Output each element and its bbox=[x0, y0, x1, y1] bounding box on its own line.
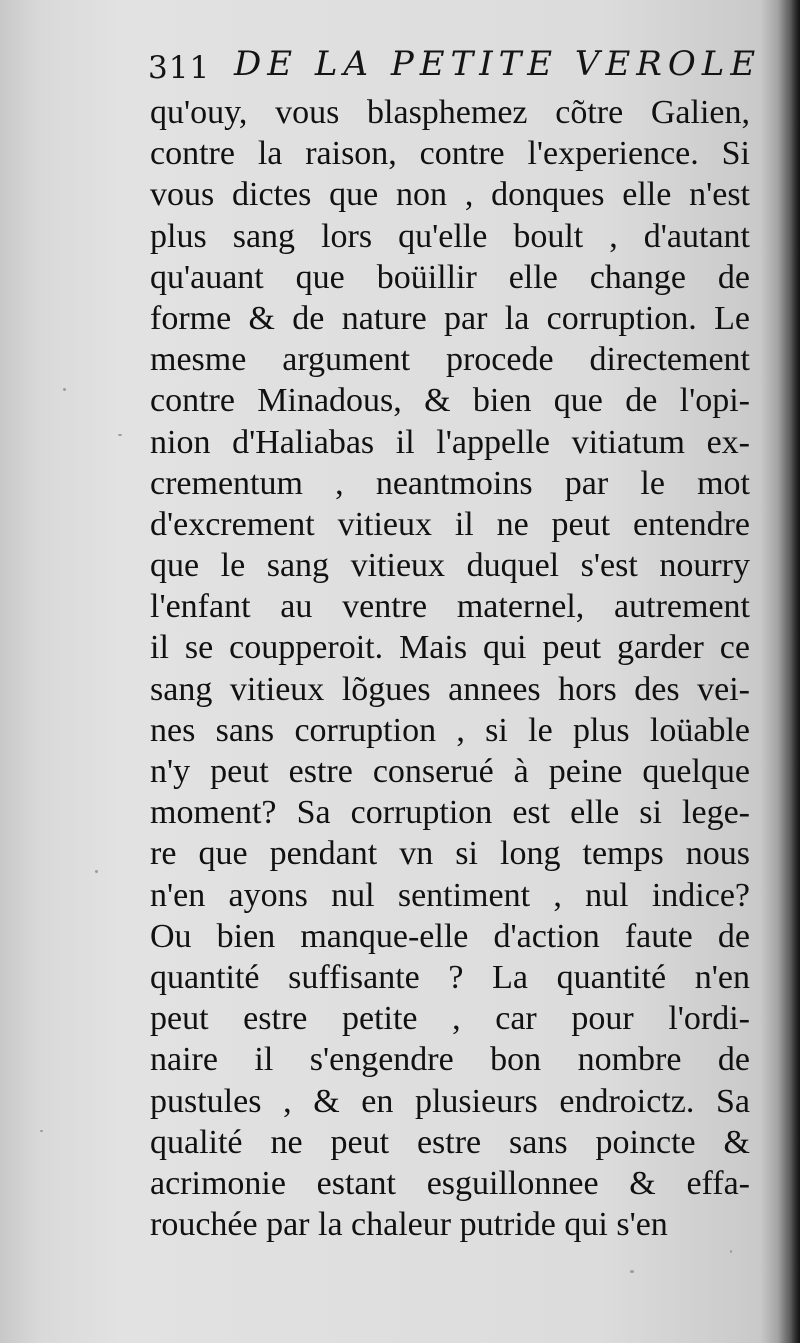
text-line: rouchée par la chaleur putride qui s'en bbox=[150, 1206, 668, 1244]
text-line: contre la raison, contre l'experience. Si bbox=[150, 135, 750, 173]
paper-speck bbox=[40, 1130, 43, 1132]
text-line: crementum , neantmoins par le mot bbox=[150, 464, 750, 502]
page-header bbox=[148, 44, 762, 94]
text-line: nion d'Haliabas il l'appelle vitiatum ex- bbox=[150, 423, 750, 461]
text-line: n'y peut estre conserué à peine quelque bbox=[150, 753, 750, 790]
text-line: quantité suffisante ? La quantité n'en bbox=[150, 958, 750, 996]
paper-speck bbox=[118, 434, 122, 436]
text-line: vous dictes que non , donques elle n'est bbox=[150, 176, 750, 214]
paper-speck bbox=[95, 870, 98, 873]
text-line: il se coupperoit. Mais qui peut garder ce bbox=[150, 629, 750, 667]
text-line: d'excrement vitieux il ne peut entendre bbox=[150, 505, 750, 543]
text-line: Ou bien manque-elle d'action faute de bbox=[150, 917, 750, 955]
paper-speck bbox=[730, 1250, 732, 1253]
running-title: DE LA PETITE VEROLE bbox=[234, 44, 762, 84]
text-line: peut estre petite , car pour l'ordi- bbox=[150, 1000, 750, 1038]
page-number: 311 bbox=[148, 50, 211, 86]
text-line: sang vitieux lõgues annees hors des vei- bbox=[150, 670, 750, 708]
paper-speck bbox=[630, 1270, 634, 1273]
text-line: nes sans corruption , si le plus loüable bbox=[150, 711, 750, 749]
text-line: l'enfant au ventre maternel, autrement bbox=[150, 588, 750, 626]
text-line: que le sang vitieux duquel s'est nourry bbox=[150, 547, 750, 585]
text-line: re que pendant vn si long temps nous bbox=[150, 835, 750, 873]
text-line: pustules , & en plusieurs endroictz. Sa bbox=[150, 1082, 750, 1120]
body-text bbox=[150, 92, 750, 1245]
text-line: qu'auant que boüillir elle change de bbox=[150, 258, 750, 296]
text-line: acrimonie estant esguillonnee & effa- bbox=[150, 1164, 750, 1202]
text-line: plus sang lors qu'elle boult , d'autant bbox=[150, 217, 750, 255]
text-line: contre Minadous, & bien que de l'opi- bbox=[150, 382, 750, 420]
page-gutter-shadow bbox=[778, 0, 800, 1343]
text-line: n'en ayons nul sentiment , nul indice? bbox=[150, 876, 750, 914]
text-line: qualité ne peut estre sans poincte & bbox=[150, 1123, 750, 1161]
paper-speck bbox=[63, 388, 66, 391]
text-line: moment? Sa corruption est elle si lege- bbox=[150, 794, 750, 832]
text-line: qu'ouy, vous blasphemez cõtre Galien, bbox=[150, 94, 750, 131]
text-line: naire il s'engendre bon nombre de bbox=[150, 1041, 750, 1079]
text-line: mesme argument procede directement bbox=[150, 341, 750, 379]
text-line: forme & de nature par la corruption. Le bbox=[150, 299, 750, 337]
